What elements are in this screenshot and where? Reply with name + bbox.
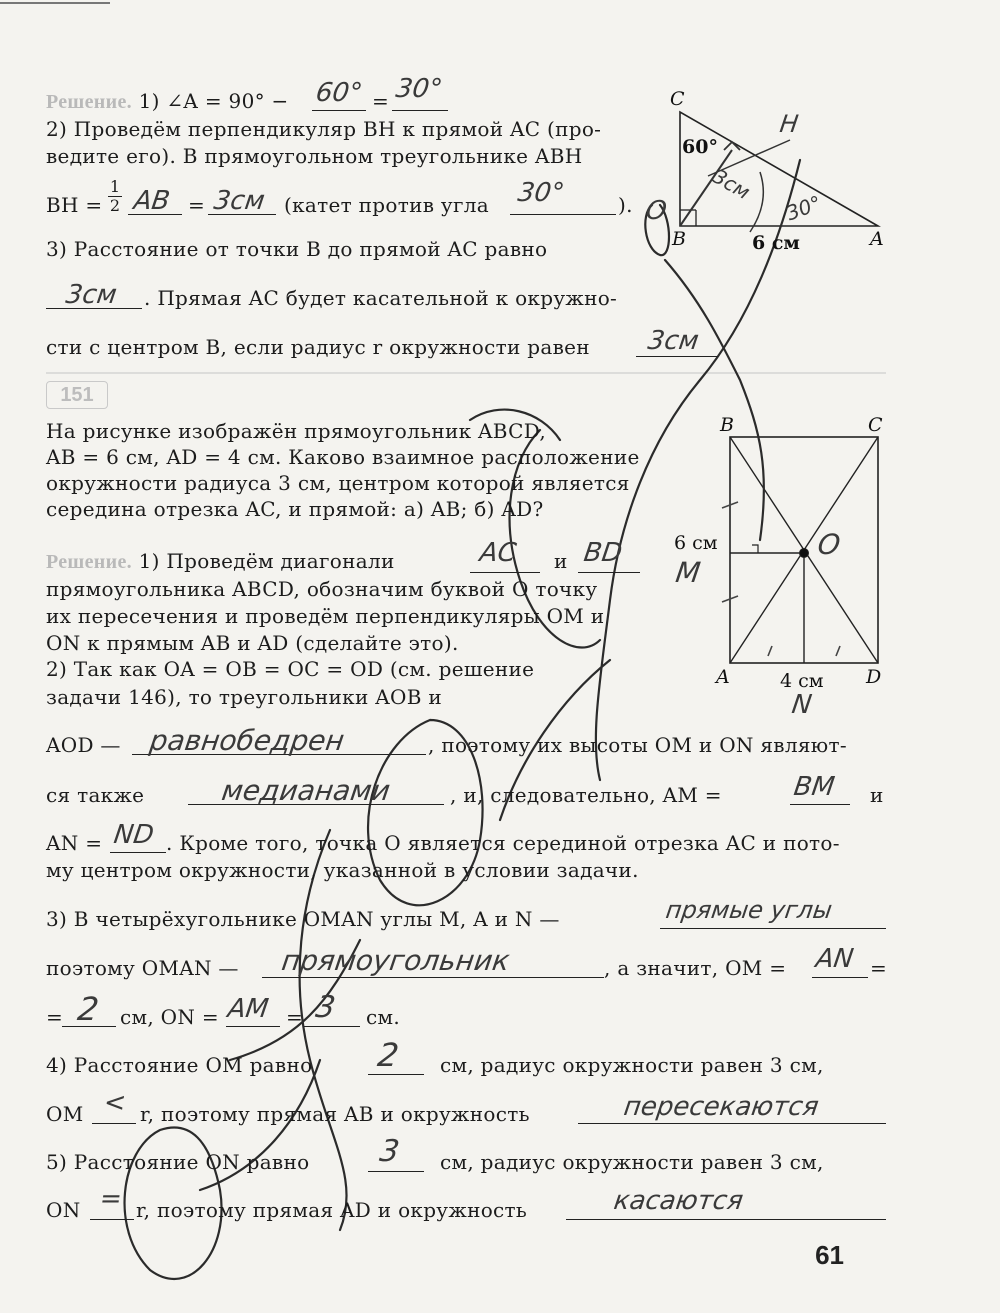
bh-label: BH = bbox=[46, 193, 103, 217]
fig1-angle-60: 60° bbox=[682, 136, 718, 158]
task-number-badge: 151 bbox=[46, 381, 108, 409]
blank-angle-30 bbox=[510, 214, 616, 215]
fig1-label-b: B bbox=[672, 228, 686, 250]
fig2-side-4cm: 4 см bbox=[780, 670, 824, 692]
om-label: OM bbox=[46, 1102, 84, 1126]
blank-angle-2 bbox=[392, 110, 448, 111]
eq-sign: = bbox=[372, 89, 390, 113]
eq-sign-4: = bbox=[46, 1005, 64, 1029]
blank-dist-on bbox=[368, 1171, 424, 1172]
task150-line-7: сти с центром B, если радиус r окружности равен bbox=[46, 335, 590, 359]
fig2-label-c: C bbox=[868, 414, 883, 436]
task151-p4: середина отрезка AC, и прямой: а) AB; б) AD? bbox=[46, 497, 544, 521]
blank-radius bbox=[636, 356, 718, 357]
blank-intersect bbox=[578, 1123, 886, 1124]
blank-tangent bbox=[566, 1219, 886, 1220]
task150-line-3: ведите его). В прямоугольном треугольнике ABH bbox=[46, 144, 583, 168]
task151-p1: На рисунке изображён прямоугольник ABCD, bbox=[46, 419, 547, 443]
blank-bm bbox=[790, 804, 850, 805]
blank-rectangle bbox=[262, 977, 604, 978]
solution-label-2: Решение. bbox=[46, 551, 132, 573]
eq-sign-2: = bbox=[188, 193, 206, 217]
hw-dist-om: 2 bbox=[375, 1036, 402, 1074]
hw-answer-60: 60° bbox=[313, 78, 365, 108]
hw-radius: 3см bbox=[645, 326, 701, 356]
task151-s4: ON к прямым AB и AD (сделайте это). bbox=[46, 631, 459, 655]
task151-s8: , и, следовательно, AM = bbox=[450, 783, 722, 807]
eq-sign-3: = bbox=[870, 956, 888, 980]
fraction-numerator: 1 bbox=[109, 177, 121, 196]
hw-diag-ac: AC bbox=[477, 538, 519, 568]
close-paren: ). bbox=[618, 193, 633, 217]
task151-p2: AB = 6 см, AD = 4 см. Каково взаимное расположение bbox=[46, 445, 640, 469]
fig2-label-d: D bbox=[866, 666, 882, 688]
hw-medians: медианами bbox=[219, 774, 393, 807]
hw-bm: BM bbox=[791, 772, 837, 802]
task151-s13: см, ON = bbox=[120, 1005, 219, 1029]
task151-s12-b: , а значит, OM = bbox=[604, 956, 787, 980]
fig1-label-a: A bbox=[870, 228, 884, 250]
hw-equals: = bbox=[97, 1184, 124, 1214]
hw-right-angles: прямые углы bbox=[664, 896, 834, 924]
fig1-hw-o: O bbox=[643, 196, 669, 226]
cm-unit: см. bbox=[366, 1005, 401, 1029]
blank-nd bbox=[110, 852, 166, 853]
hw-dist-on: 3 bbox=[377, 1134, 402, 1169]
cathetus-note: (катет против угла bbox=[284, 193, 490, 217]
hw-answer-30: 30° bbox=[393, 74, 445, 104]
hw-tangent: касаются bbox=[611, 1186, 745, 1216]
hw-30-deg: 30° bbox=[515, 178, 567, 208]
hw-intersect: пересекаются bbox=[621, 1092, 821, 1122]
task151-s17: r, поэтому прямая AD и окружность bbox=[136, 1198, 528, 1222]
blank-compare-1 bbox=[92, 1123, 136, 1124]
task151-s10: му центром окружности, указанной в условии задачи. bbox=[46, 858, 639, 882]
an-label: AN = bbox=[46, 831, 103, 855]
fig1-side-6cm: 6 см bbox=[752, 232, 800, 254]
task150-line-6: . Прямая AC будет касательной к окружно- bbox=[144, 286, 618, 310]
task150-line-5: 3) Расстояние от точки B до прямой AC равно bbox=[46, 237, 548, 261]
blank-right-angles bbox=[660, 928, 886, 929]
fig2-hw-o: O bbox=[815, 528, 843, 561]
aod-label: AOD — bbox=[46, 733, 121, 757]
fig2-side-6cm: 6 см bbox=[674, 532, 718, 554]
task151-p3: окружности радиуса 3 см, центром которой является bbox=[46, 471, 630, 495]
task150-line-1 bbox=[46, 88, 289, 115]
task151-s7: , поэтому их высоты OM и ON являют- bbox=[428, 733, 847, 757]
task150-line-2: 2) Проведём перпендикуляр BH к прямой AC (про- bbox=[46, 117, 602, 141]
hw-nd: ND bbox=[111, 820, 156, 850]
solution-label: Решение. bbox=[46, 91, 132, 113]
task151-s11: 3) В четырёхугольнике OMAN углы M, A и N — bbox=[46, 907, 560, 931]
fig1-hw-h: H bbox=[778, 110, 801, 138]
page-number: 61 bbox=[815, 1240, 844, 1270]
task151-s14: 4) Расстояние OM равно bbox=[46, 1053, 313, 1077]
fig2-hw-m: M bbox=[673, 556, 703, 589]
hw-less-than: < bbox=[101, 1088, 128, 1118]
fraction-denominator: 2 bbox=[109, 196, 121, 215]
blank-diag-1 bbox=[470, 572, 540, 573]
fig1-label-c: C bbox=[670, 88, 685, 110]
hw-on-value: 3 bbox=[313, 990, 338, 1025]
angle-formula: 1) ∠A = 90° − bbox=[138, 89, 289, 113]
task151-s15: r, поэтому прямая AB и окружность bbox=[140, 1102, 530, 1126]
task151-s14-b: см, радиус окружности равен 3 см, bbox=[440, 1053, 824, 1077]
hw-isosceles: равнобедрен bbox=[147, 724, 347, 757]
hw-rectangle: прямоугольник bbox=[279, 944, 512, 977]
hw-om-value: 2 bbox=[75, 990, 102, 1028]
rectangle-figure bbox=[722, 437, 878, 663]
blank-compare-2 bbox=[90, 1219, 134, 1220]
task151-s1 bbox=[46, 548, 395, 575]
fraction-half bbox=[108, 178, 122, 215]
fig1-hw-30: 30° bbox=[782, 190, 825, 226]
hw-3cm: 3см bbox=[211, 186, 267, 216]
hw-diag-bd: BD bbox=[581, 538, 624, 568]
task151-s5: 2) Так как OA = OB = OC = OD (см. решение bbox=[46, 657, 535, 681]
blank-angle-1 bbox=[312, 110, 366, 111]
task151-s16: 5) Расстояние ON равно bbox=[46, 1150, 310, 1174]
fig2-label-a: A bbox=[716, 666, 730, 688]
diagonals-text: 1) Проведём диагонали bbox=[138, 549, 395, 573]
on-label: ON bbox=[46, 1198, 81, 1222]
task151-s6: задачи 146), то треугольники AOB и bbox=[46, 685, 442, 709]
task151-s16-b: см, радиус окружности равен 3 см, bbox=[440, 1150, 824, 1174]
fig2-hw-n: N bbox=[789, 690, 814, 720]
and-word: и bbox=[554, 549, 568, 573]
task151-s3: их пересечения и проведём перпендикуляры OM и bbox=[46, 604, 605, 628]
and-word-2: и bbox=[870, 783, 884, 807]
blank-diag-2 bbox=[578, 572, 640, 573]
blank-dist-om bbox=[368, 1074, 424, 1075]
also-word: ся также bbox=[46, 783, 145, 807]
task151-s2: прямоугольника ABCD, обозначим буквой O точку bbox=[46, 577, 598, 601]
hw-ab: AB bbox=[131, 186, 172, 216]
blank-on-value bbox=[304, 1026, 360, 1027]
fig2-label-b: B bbox=[720, 414, 734, 436]
task151-s9: . Кроме того, точка O является серединой отрезка AC и пото- bbox=[166, 831, 840, 855]
blank-an bbox=[812, 977, 868, 978]
eq-sign-5: = bbox=[286, 1005, 304, 1029]
hw-distance: 3см bbox=[63, 280, 119, 310]
task151-s12: поэтому OMAN — bbox=[46, 956, 239, 980]
fig1-hw-3cm: 3см bbox=[708, 163, 755, 205]
blank-am bbox=[226, 1026, 280, 1027]
hw-an: AN bbox=[813, 944, 856, 974]
hw-am: AM bbox=[225, 994, 271, 1024]
